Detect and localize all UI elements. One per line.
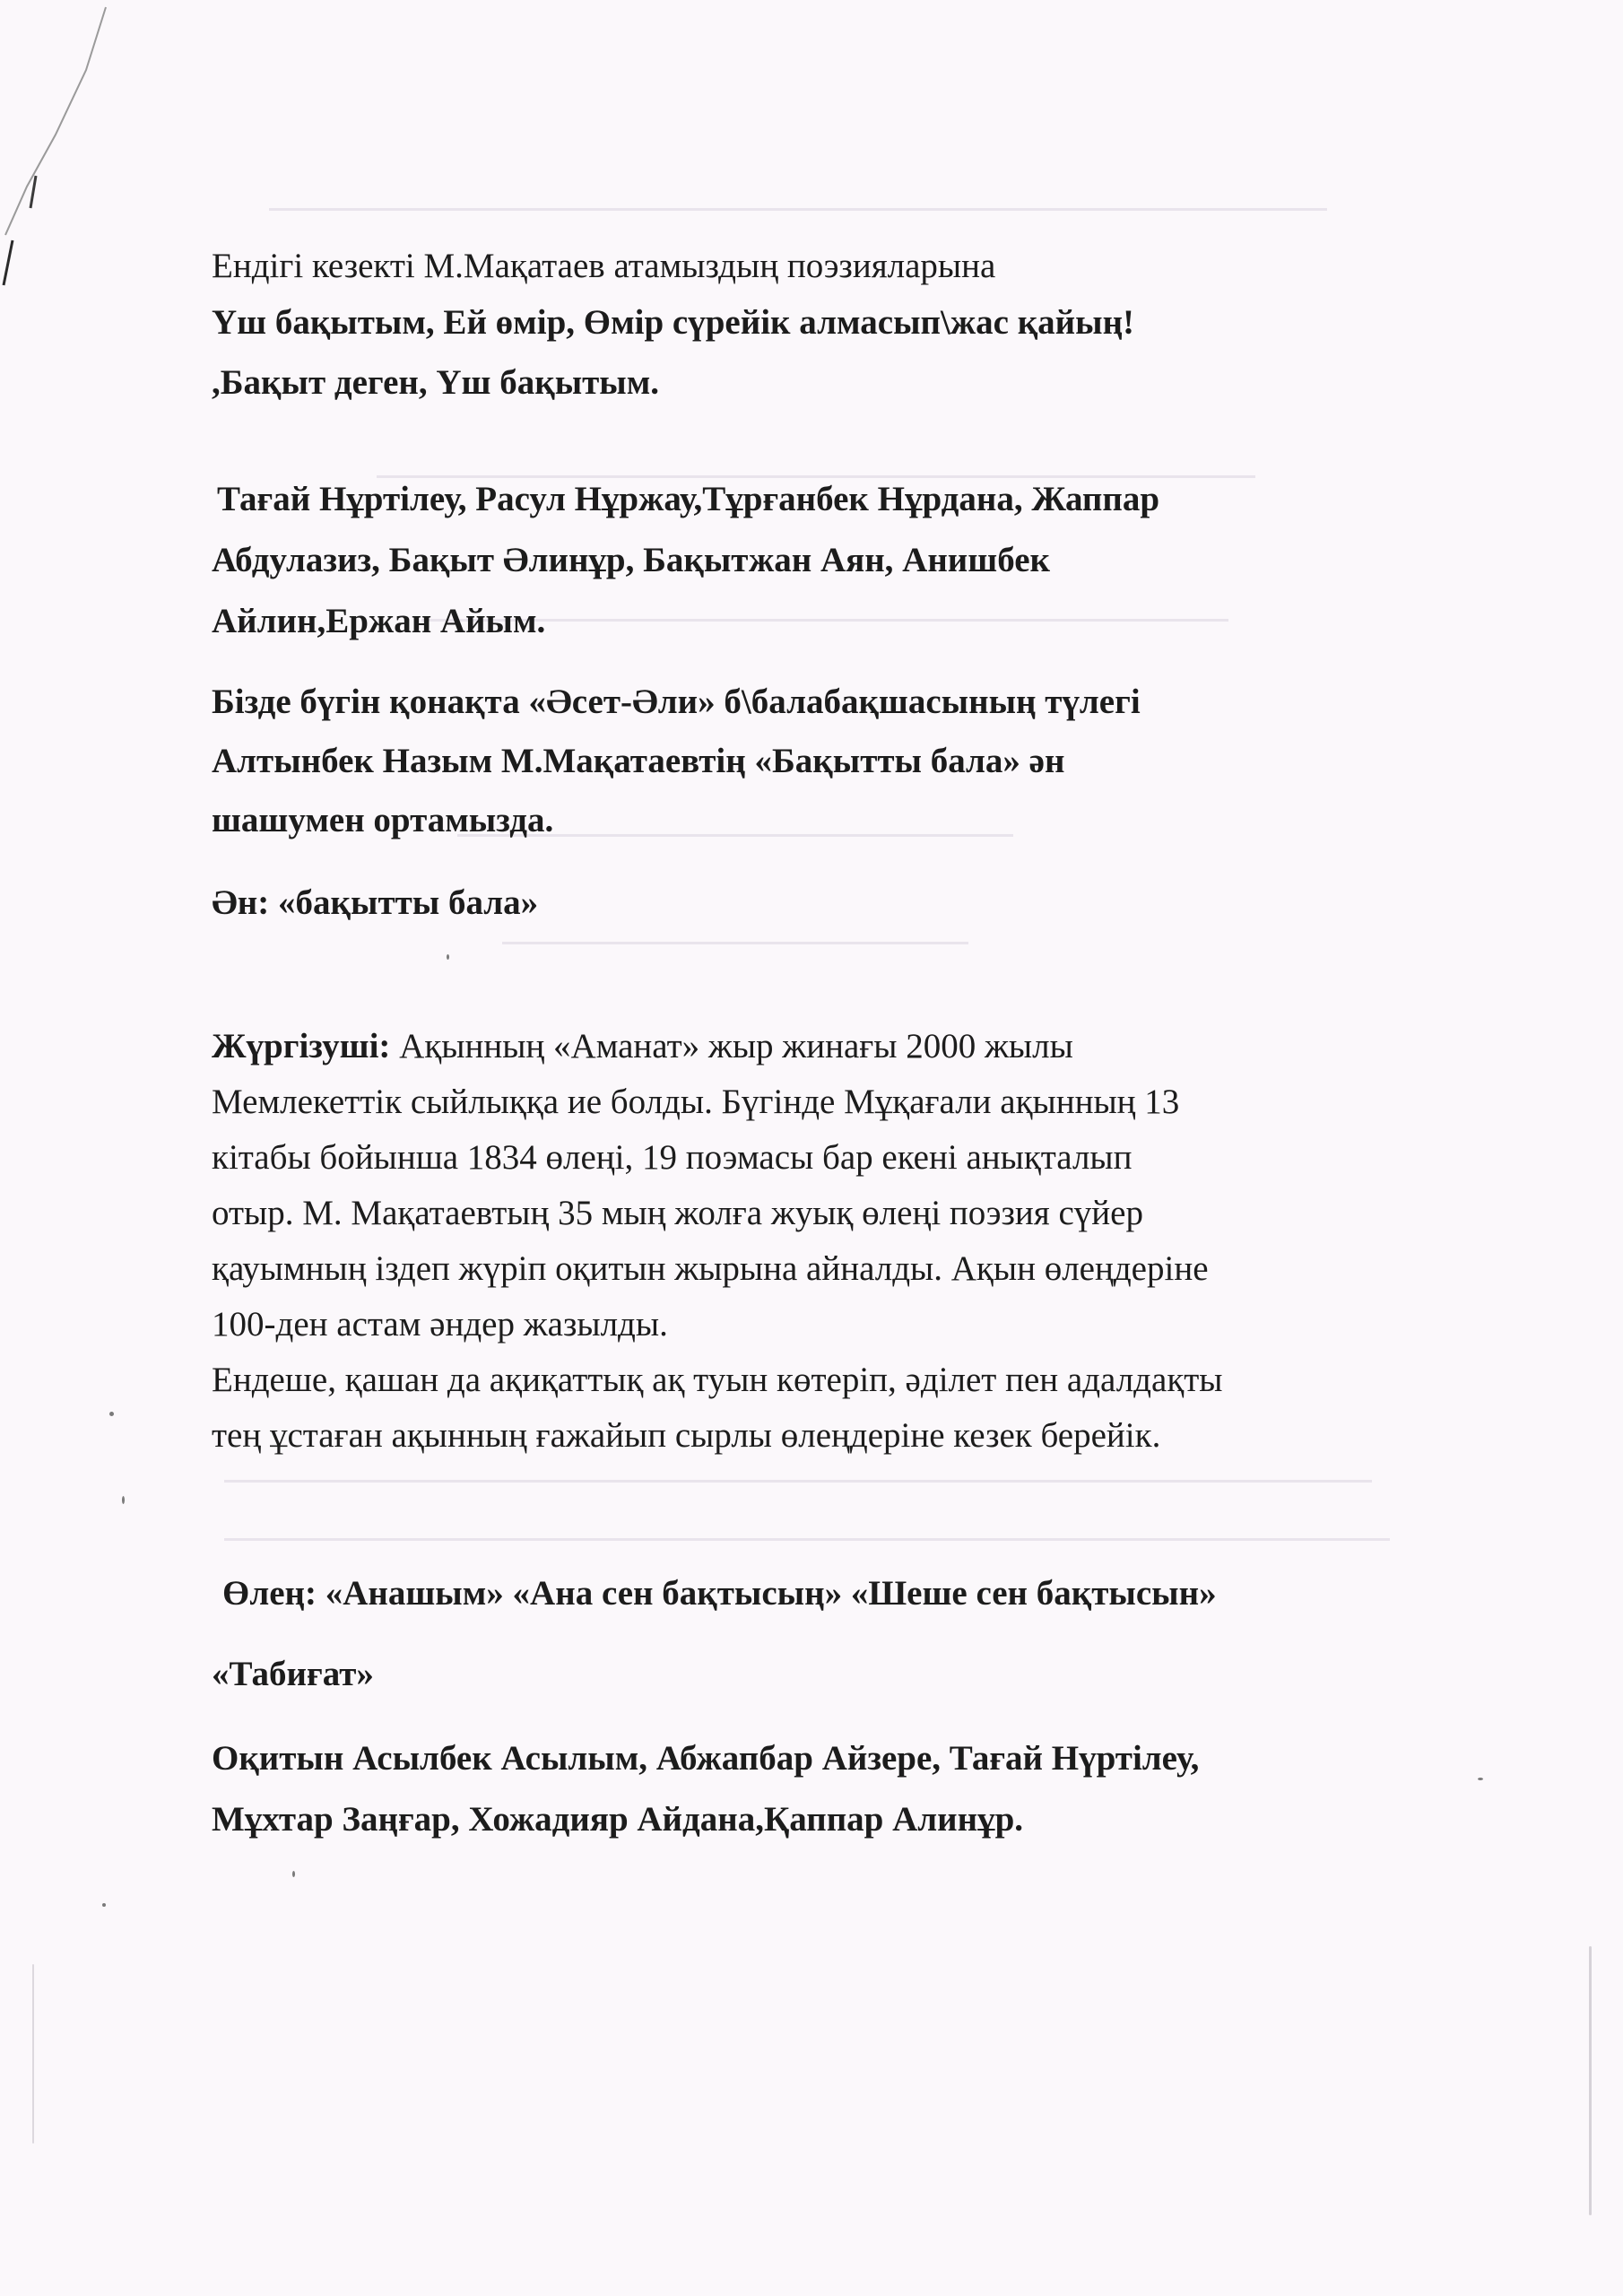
bleed-through-line <box>502 942 968 944</box>
scan-speck <box>1589 1946 1592 2215</box>
scan-speck <box>102 1903 106 1907</box>
bleed-through-line <box>224 1480 1372 1483</box>
host-line-5: қауымның іздеп жүріп оқитын жырына айналды. Ақын өлеңдеріне <box>212 1249 1209 1288</box>
scan-speck <box>292 1871 295 1877</box>
reciters-line-1: Оқитын Асылбек Асылым, Абжапбар Айзере, Тағай Нүртілеу, <box>212 1739 1200 1778</box>
host-line-8: тең ұстаған ақынның ғажайып сырлы өлеңдеріне кезек берейік. <box>212 1416 1161 1455</box>
scan-speck <box>109 1412 114 1416</box>
scan-speck <box>1478 1778 1483 1780</box>
host-line-7: Ендеше, қашан да ақиқаттық ақ туын көтеріп, әділет пен адалдақты <box>212 1361 1223 1399</box>
scan-speck <box>32 1964 34 2144</box>
song-line: Ән: «бақытты бала» <box>212 883 539 922</box>
poems-line-1: Үш бақытым, Ей өмір, Өмір сүрейік алмасып\жас қайың! <box>212 303 1135 342</box>
host-line-4: отыр. М. Мақатаевтың 35 мың жолға жуық өлеңі поэзия сүйер <box>212 1194 1143 1232</box>
scan-edge-mark <box>0 0 126 287</box>
guest-line-1: Бізде бүгін қонақта «Әсет-Әли» б\балабақшасының түлегі <box>212 683 1141 721</box>
bleed-through-line <box>224 1538 1390 1541</box>
poem-titles-line-2: «Табиғат» <box>212 1655 374 1693</box>
guest-line-2: Алтынбек Назым М.Мақатаевтің «Бақытты бала» ән <box>212 742 1065 780</box>
reciters-line-2: Мұхтар Заңғар, Хожадияр Айдана,Қаппар Алинұр. <box>212 1800 1024 1839</box>
host-label: Жүргізуші: <box>212 1027 391 1065</box>
host-line-6: 100-ден астам әндер жазылды. <box>212 1305 668 1344</box>
poems-line-2: ,Бақыт деген, Үш бақытым. <box>212 363 660 402</box>
host-line-2: Мемлекеттік сыйлыққа ие болды. Бүгінде Мұқағали ақынның 13 <box>212 1083 1180 1121</box>
host-line-3: кітабы бойынша 1834 өлеңі, 19 поэмасы бар екені анықталып <box>212 1138 1133 1177</box>
readers-line-3: Айлин,Ержан Айым. <box>212 602 546 640</box>
scan-speck <box>447 954 449 960</box>
guest-line-3: шашумен ортамызда. <box>212 801 554 839</box>
readers-line-2: Абдулазиз, Бақыт Әлинұр, Бақытжан Аян, Анишбек <box>212 541 1050 579</box>
intro-line: Ендігі кезекті М.Мақатаев атамыздың поэзияларына <box>212 247 996 285</box>
host-line-1 <box>212 1022 1073 1071</box>
scan-speck <box>122 1496 125 1504</box>
host-line-1-text: Ақынның «Аманат» жыр жинағы 2000 жылы <box>390 1027 1073 1065</box>
bleed-through-line <box>269 208 1327 211</box>
readers-line-1: Тағай Нұртілеу, Расул Нұржау,Тұрғанбек Нұрдана, Жаппар <box>217 480 1160 518</box>
poem-titles-line-1: Өлең: «Анашым» «Ана сен бақтысың» «Шеше сен бақтысын» <box>222 1574 1217 1613</box>
